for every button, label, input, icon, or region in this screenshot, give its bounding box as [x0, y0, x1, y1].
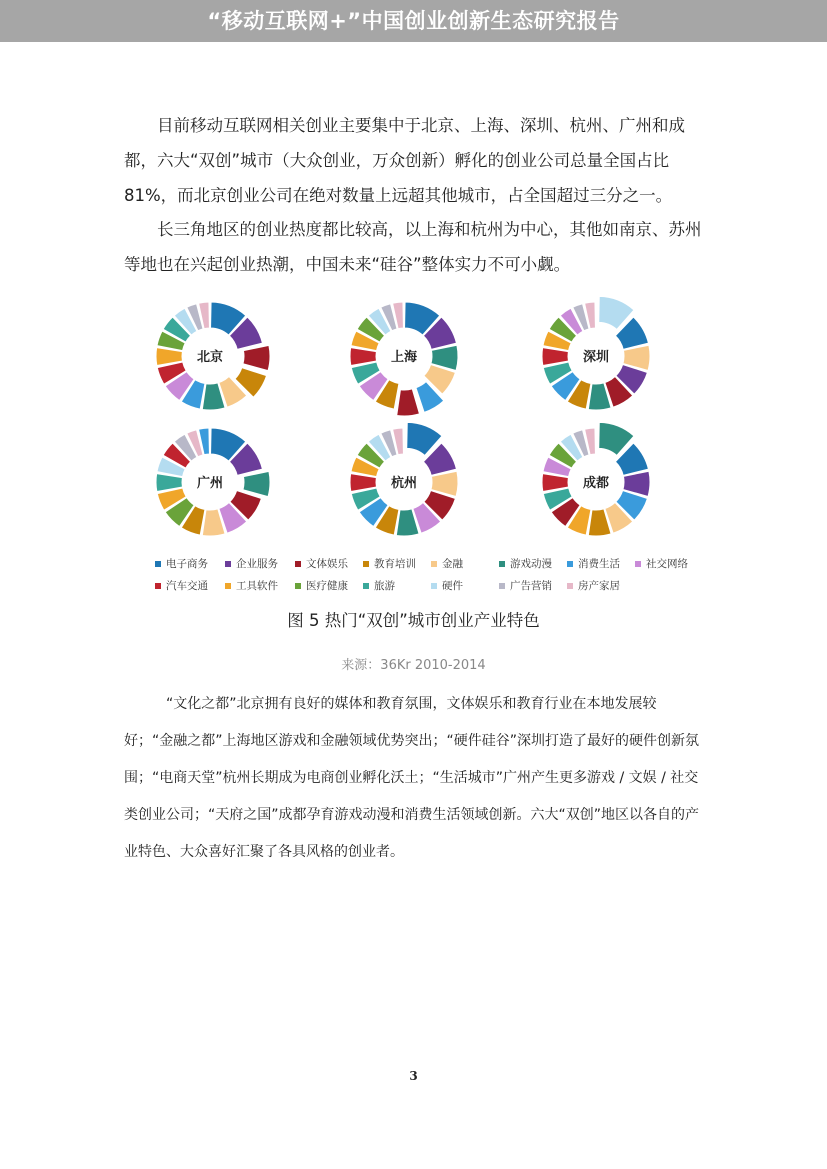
city-label: 杭州: [390, 476, 418, 491]
legend-item: [155, 578, 225, 593]
legend-swatch: [635, 561, 641, 567]
figure-source: 来源：36Kr 2010-2014: [341, 658, 486, 673]
legend-label: 工具软件: [236, 580, 278, 592]
legend-item: [635, 556, 703, 571]
paragraph-3: “文化之都”北京拥有良好的媒体和教育氛围，文体娱乐和教育行业在本地发展较好；“金融之都”上海地区游戏和金融领域优势突出；“硬件硅谷”深圳打造了最好的硬件创新氛围；“电商天堂”杭州长期成为电商创业孵化沃土；“生活城市”广州产生更多游戏 / 文娱 / 社交类创业公司；“天府之国”成都孕育游戏动漫和消费生活领域创新。六大“双创”地区以各自的产业特色、大众喜好汇聚了各具风格的创业者。: [124, 696, 700, 860]
legend-label: 旅游: [374, 580, 395, 592]
legend-swatch: [499, 561, 505, 567]
page-number: 3: [409, 1069, 418, 1083]
paragraph-1: 目前移动互联网相关创业主要集中于北京、上海、深圳、杭州、广州和成都，六大“双创”城市（大众创业，万众创新）孵化的创业公司总量全国占比 81%，而北京创业公司在绝对数量上远超其他城市，占全国超过三分之一。: [124, 116, 685, 205]
legend-item: [499, 578, 567, 593]
legend-item: [567, 556, 635, 571]
legend-label: 消费生活: [578, 558, 620, 570]
legend-item: [225, 556, 295, 571]
legend-swatch: [431, 583, 437, 589]
city-label: 北京: [196, 350, 224, 365]
legend-swatch: [295, 561, 301, 567]
legend-item: [499, 556, 567, 571]
legend-item: [363, 556, 431, 571]
legend-item: [567, 578, 635, 593]
legend-item: [225, 578, 295, 593]
legend-label: 房产家居: [578, 580, 620, 592]
legend-label: 社交网络: [646, 558, 688, 570]
legend-item: [431, 578, 499, 593]
legend-swatch: [567, 583, 573, 589]
city-label: 广州: [196, 476, 224, 491]
legend-swatch: [155, 561, 161, 567]
legend-swatch: [155, 583, 161, 589]
legend-swatch: [431, 561, 437, 567]
legend-swatch: [363, 561, 369, 567]
legend-swatch: [567, 561, 573, 567]
donut-slice: [243, 345, 270, 370]
legend-item: [431, 556, 499, 571]
legend-label: 游戏动漫: [510, 558, 552, 570]
city-label: 深圳: [582, 350, 610, 365]
legend-swatch: [499, 583, 505, 589]
legend-item: [295, 578, 363, 593]
chart-legend: [155, 556, 715, 593]
donut-slice: [243, 471, 270, 496]
report-header: “移动互联网+”中国创业创新生态研究报告: [0, 0, 827, 42]
legend-swatch: [225, 561, 231, 567]
legend-swatch: [225, 583, 231, 589]
city-label: 上海: [390, 350, 418, 365]
paragraph-2: 长三角地区的创业热度都比较高，以上海和杭州为中心，其他如南京、苏州等地也在兴起创业热潮，中国未来“硅谷”整体实力不可小觑。: [124, 220, 702, 274]
figure-caption: 图 5 热门“双创”城市创业产业特色: [287, 611, 540, 630]
donut-slice: [397, 389, 420, 416]
legend-item: [363, 578, 431, 593]
legend-label: 医疗健康: [306, 580, 348, 592]
legend-label: 企业服务: [236, 558, 278, 570]
legend-item: [155, 556, 225, 571]
legend-label: 硬件: [442, 580, 463, 592]
legend-label: 电子商务: [166, 558, 208, 570]
legend-label: 教育培训: [374, 558, 416, 570]
legend-swatch: [363, 583, 369, 589]
legend-label: 金融: [442, 558, 463, 570]
legend-label: 广告营销: [510, 580, 552, 592]
legend-item: [295, 556, 363, 571]
legend-label: 文体娱乐: [306, 558, 348, 570]
legend-label: 汽车交通: [166, 580, 208, 592]
city-donut-charts: [148, 292, 678, 550]
legend-swatch: [295, 583, 301, 589]
city-label: 成都: [582, 476, 610, 491]
